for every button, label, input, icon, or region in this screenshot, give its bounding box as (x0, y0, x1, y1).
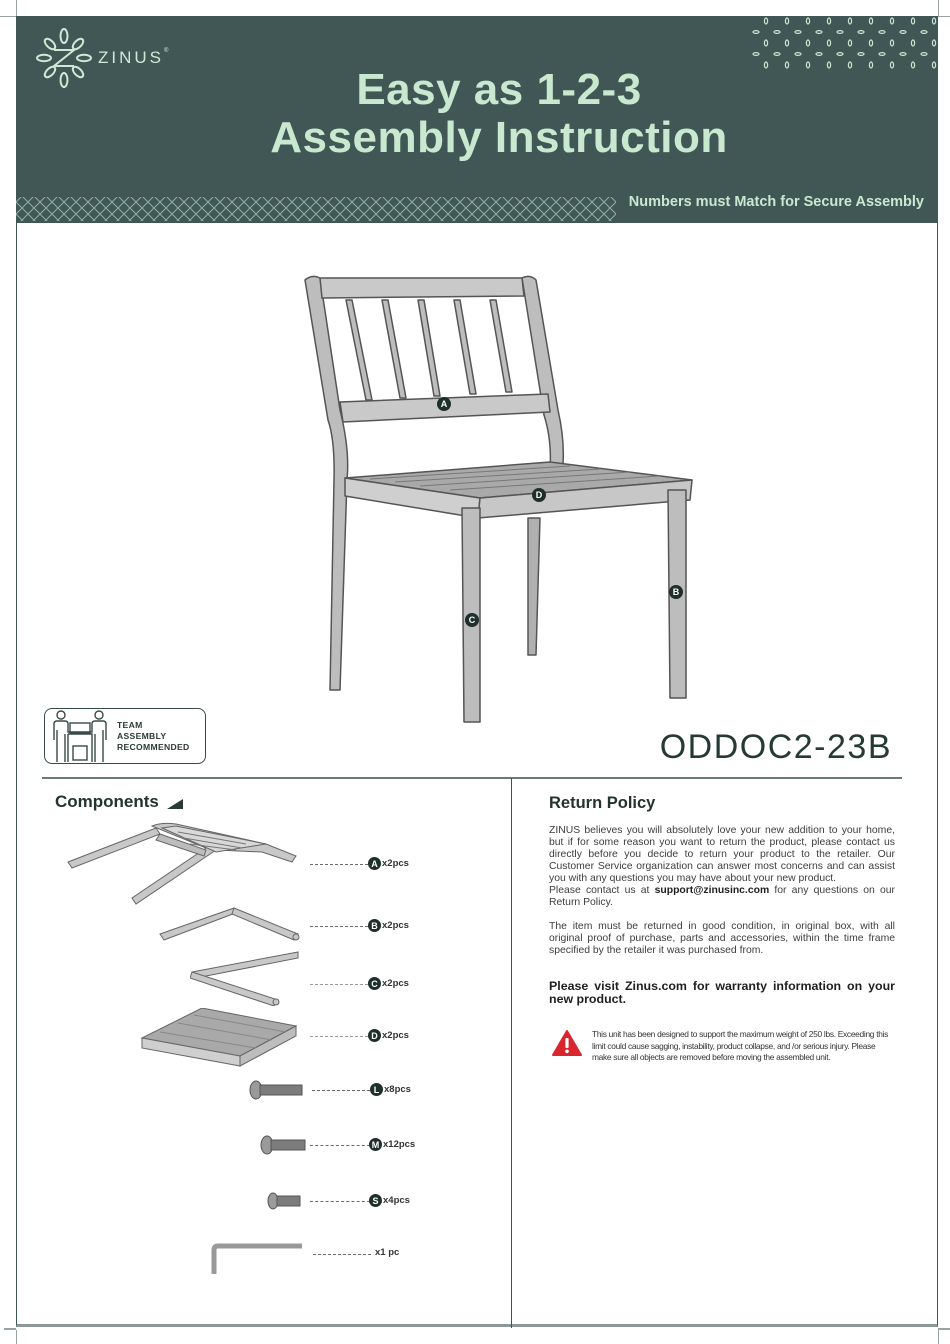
warranty-notice: Please visit Zinus.com for warranty information on your new product. (549, 979, 895, 1006)
two-people-icon (51, 710, 109, 762)
component-tag-d (368, 1029, 409, 1042)
leader-line (313, 1254, 371, 1255)
part-quantity: x12pcs (383, 1139, 416, 1150)
chair-label-a: A (437, 397, 451, 411)
decorative-lattice-pattern (16, 196, 616, 222)
component-tag-b (368, 919, 409, 932)
part-b-leg-frame-image (158, 906, 300, 942)
crop-mark (16, 1330, 17, 1344)
part-quantity: x2pcs (382, 1030, 409, 1041)
crop-mark (938, 16, 950, 17)
leader-line (310, 864, 368, 865)
crop-mark (938, 1330, 939, 1344)
return-policy-heading: Return Policy (549, 794, 656, 812)
part-letter-badge: M (369, 1138, 382, 1151)
part-s-bolt-image (266, 1191, 302, 1211)
component-tag-m (369, 1138, 415, 1151)
leader-line (310, 926, 368, 927)
part-quantity: x2pcs (382, 920, 409, 931)
leader-line (310, 1201, 370, 1202)
part-letter-badge: S (369, 1194, 382, 1207)
divider (42, 777, 902, 779)
brand-name: ZINUS® (98, 48, 169, 67)
chair-label-b: B (669, 585, 683, 599)
component-tag-a (368, 857, 409, 870)
chair-label-c: C (465, 613, 479, 627)
part-a-backrest-image (66, 822, 298, 912)
decorative-dot-pattern (748, 16, 938, 76)
weight-warning (552, 1029, 892, 1064)
column-divider (511, 778, 512, 1328)
components-heading: Components (55, 792, 183, 812)
part-letter-badge: B (368, 919, 381, 932)
page-title (16, 66, 938, 162)
part-letter-badge: A (368, 857, 381, 870)
policy-paragraph: The item must be returned in good condition, in original box, with all original proof of purchase, parts and accessories, within the time frame specified by the retailer it was purchased from. (549, 921, 895, 956)
part-l-bolt-image (248, 1080, 304, 1100)
part-letter-badge: C (368, 977, 381, 990)
leader-line (312, 1090, 370, 1091)
part-letter-badge: L (370, 1083, 383, 1096)
part-c-leg-frame-image (190, 950, 300, 1006)
crop-mark (0, 16, 16, 17)
part-quantity: x8pcs (384, 1084, 411, 1095)
leader-line (310, 1036, 368, 1037)
part-m-bolt-image (259, 1135, 307, 1155)
component-tag-l (370, 1083, 411, 1096)
leader-line (310, 1145, 370, 1146)
header-banner (16, 16, 938, 223)
triangle-marker-icon (167, 799, 183, 809)
chair-label-d: D (532, 488, 546, 502)
part-d-seat-panel-image (140, 1008, 298, 1068)
team-assembly-text: TEAM ASSEMBLY RECOMMENDED (117, 719, 190, 752)
crop-mark (938, 0, 939, 16)
title-line-2: Assembly Instruction (270, 113, 728, 162)
part-quantity: x2pcs (382, 858, 409, 869)
return-policy-body (549, 825, 895, 969)
leader-line (310, 984, 368, 985)
part-quantity: x2pcs (382, 978, 409, 989)
crop-mark (4, 1328, 16, 1330)
warning-triangle-icon (552, 1029, 582, 1057)
assembled-chair-diagram (300, 270, 700, 730)
component-tag-allen-key (375, 1247, 399, 1258)
model-number: ODDOC2-23B (659, 728, 892, 766)
crop-mark (16, 0, 17, 16)
header-subtitle: Numbers must Match for Secure Assembly (628, 194, 924, 210)
warning-text: This unit has been designed to support the maximum weight of 250 lbs. Exceeding this limit could cause sagging, instability, product collapse, and /or serious injury. Please make sure all objects are removed before moving the assembled unit. (592, 1029, 889, 1062)
part-quantity: x4pcs (383, 1195, 410, 1206)
title-line-1: Easy as 1-2-3 (356, 65, 642, 114)
part-letter-badge: D (368, 1029, 381, 1042)
component-tag-s (369, 1194, 410, 1207)
crop-mark (938, 1328, 950, 1330)
component-tag-c (368, 977, 409, 990)
policy-paragraph: ZINUS believes you will absolutely love your new addition to your home, but if for some reason you want to return the product, please contact us directly before you decide to return your product to the retailer. Our Customer Service organization can answer most concerns and can assist you with any questions you may have about your new product. Please contact us at support@zinusinc.com for any questions on our Return Policy. (549, 825, 895, 908)
team-assembly-badge (44, 708, 206, 764)
part-quantity: x1 pc (375, 1247, 400, 1258)
allen-key-image (210, 1242, 304, 1276)
support-email-link[interactable]: support@zinusinc.com (654, 885, 770, 896)
